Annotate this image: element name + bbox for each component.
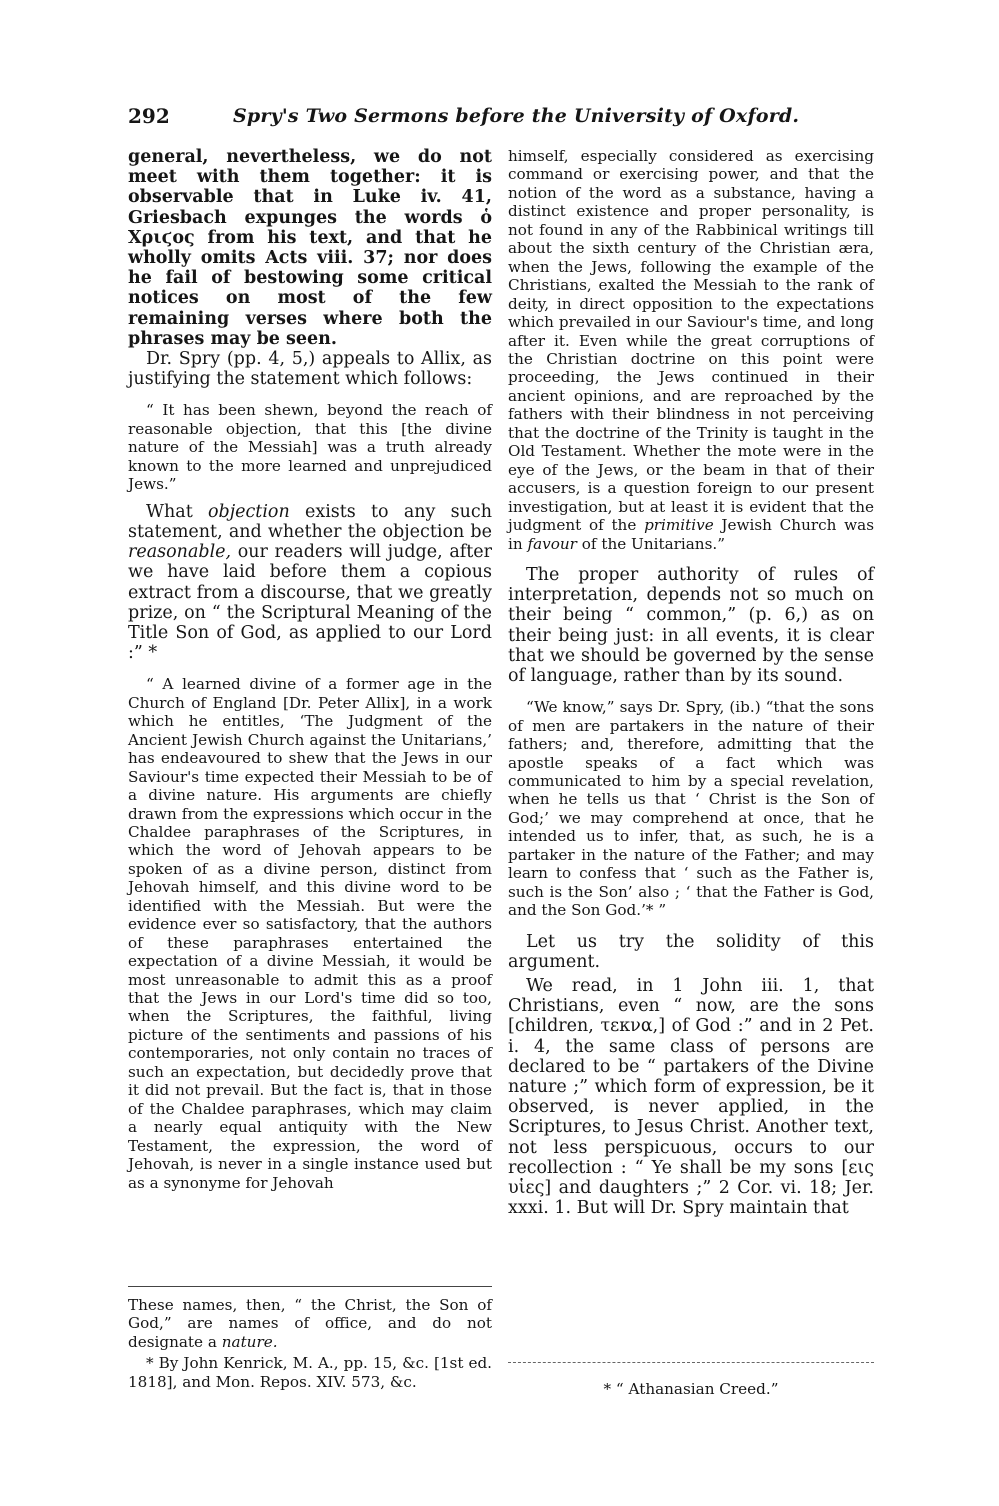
emphasis-favour: favour [527, 534, 577, 553]
text-span: exists to any such statement, and whether the objection be [128, 501, 492, 542]
page-number: 292 [128, 104, 170, 128]
paragraph-try-argument: Let us try the solidity of this argument. [508, 931, 874, 972]
quote-spry-statement: “ It has been shewn, beyond the reach of reasonable objection, that this [the divine nature of the Messiah] was a truth already known to the more learned and unprejudiced Jews.” [128, 401, 492, 494]
paragraph-john-text: We read, in 1 John iii. 1, that Christians, even “ now, are the sons [children, τεκνα,] of God :” and in 2 Pet. i. 4, the same class of persons are declared to be “ partakers of the Divine nature ;” which form of expression, be it observed, is never applied, in the Scriptures, to Jesus Christ. Another text, not less perspicuous, occurs to our recollection : “ Ye shall be my sons [εις υἱες] and daughters ;” 2 Cor. vi. 18; Jer. xxxi. 1. But will Dr. Spry maintain that [508, 976, 874, 1219]
quote-kenrick-extract: “ A learned divine of a former age in the Church of England [Dr. Peter Allix], in a work which he entitles, ‘The Judgment of the Ancient Jewish Church against the Unitarians,’ has endeavoured to shew that the Jews in our Saviour's time expected their Messiah to be of a divine nature. His arguments are chiefly drawn from the expressions which occur in the Chaldee paraphrases of the Scriptures, in which the word of Jehovah appears to be spoken of as a divine person, distinct from Jehovah himself, and this divine word to be identified with the Messiah. But were the evidence ever so satisfactory, that the authors of these paraphrases entertained the expectation of a divine Messiah, it would be most unreasonable to admit this as a proof that the Jews in our Lord's time did so too, when the Scriptures, the faithful, living picture of the sentiments and passions of his contemporaries, not only contain no traces of such an expectation, but decidedly prove that it did not prevail. But the fact is, that in those of the Chaldee paraphrases, which may claim a nearly equal antiquity with the New Testament, the expression, the word of Jehovah, is never in a single instance used but as a synonyme for Jehovah [128, 675, 492, 1192]
footnotes-left [128, 1296, 492, 1391]
footnote-names-of-office [128, 1296, 492, 1351]
text-span: What [146, 501, 208, 522]
emphasis-reasonable: reasonable, [128, 542, 232, 563]
text-span: Jewish Church was in [508, 516, 874, 553]
footnote-divider-left [128, 1286, 492, 1287]
running-header [128, 101, 873, 131]
paragraph-continuation: general, nevertheless, we do not meet with them together: it is observable that in Luke iv. 41, Griesbach expunges the words ὁ Χριϛος from his text, and that he wholly omits Acts viii. 37; nor does he fail of bestowing some critical notices on most of the few remaining verses where both the phrases may be seen. [128, 147, 492, 349]
text-span: himself, especially considered as exercising command or exercising power, and that the notion of the word as a substance, having a distinct existence and proper personality, is not found in any of the Rabbinical writings till about the sixth century of the Christian æra, when the Jews, following the example of the Christians, exalted the Messiah to the rank of deity, in direct opposition to the expectations which prevailed in our Saviour's time, and long after it. Even while the great corruptions of the Christian doctrine on this point were proceeding, the Jews continued in their ancient opinions, and are reproached by the fathers with their blindness in not perceiving that the doctrine of the Trinity is taught in the Old Testament. Whether the mote were in the eye of the Jews, or the beam in that of their accusers, is a question foreign to our present investigation, but at least it is evident that the judgment of the [508, 147, 874, 535]
paragraph-objection [128, 502, 492, 664]
footnote-kenrick-citation: * By John Kenrick, M. A., pp. 15, &c. [1st ed. 1818], and Mon. Repos. XIV. 573, &c. [128, 1354, 492, 1391]
right-column [508, 147, 874, 1218]
paragraph-authority-rules: The proper authority of rules of interpretation, depends not so much on their being “ common,” (p. 6,) as on their being just: in all events, it is clear that we should be governed by the sense of language, rather than by its sound. [508, 564, 874, 686]
text-span: our readers will judge, after we have laid before them a copious extract from a discourse, that we greatly prize, on “ the Scriptural Meaning of the Title Son of God, as applied to our Lord :” * [128, 542, 492, 664]
paragraph-allix-appeal: Dr. Spry (pp. 4, 5,) appeals to Allix, as justifying the statement which follows: [128, 349, 492, 390]
emphasis-primitive: primitive [644, 516, 714, 535]
left-column [128, 147, 492, 1192]
text-span: These names, then, “ the Christ, the Son of God,” are names of office, and do not designate a [128, 1296, 492, 1351]
emphasis-objection: objection [207, 501, 290, 522]
quote-spry-we-know: “We know,” says Dr. Spry, (ib.) “that the sons of men are partakers in the nature of their fathers; and, therefore, admitting that the apostle speaks of a fact which was communicated to him by a special revelation, when he tells us that ‘ Christ is the Son of God;’ we may comprehend at once, that he intended us to infer, that, as such, he is a partaker in the nature of the Father; and may learn to confess that ‘ such as the Father is, such is the Son’ also ; ‘ that the Father is God, and the Son God.’* ” [508, 698, 874, 920]
running-title: Spry's Two Sermons before the University of Oxford. [233, 105, 800, 127]
quote-kenrick-continued [508, 147, 874, 553]
text-span: of the Unitarians.” [576, 534, 725, 553]
footnote-athanasian-creed: * “ Athanasian Creed.” [603, 1380, 779, 1398]
footnote-divider-right [508, 1362, 874, 1364]
emphasis-nature: nature. [221, 1332, 278, 1351]
